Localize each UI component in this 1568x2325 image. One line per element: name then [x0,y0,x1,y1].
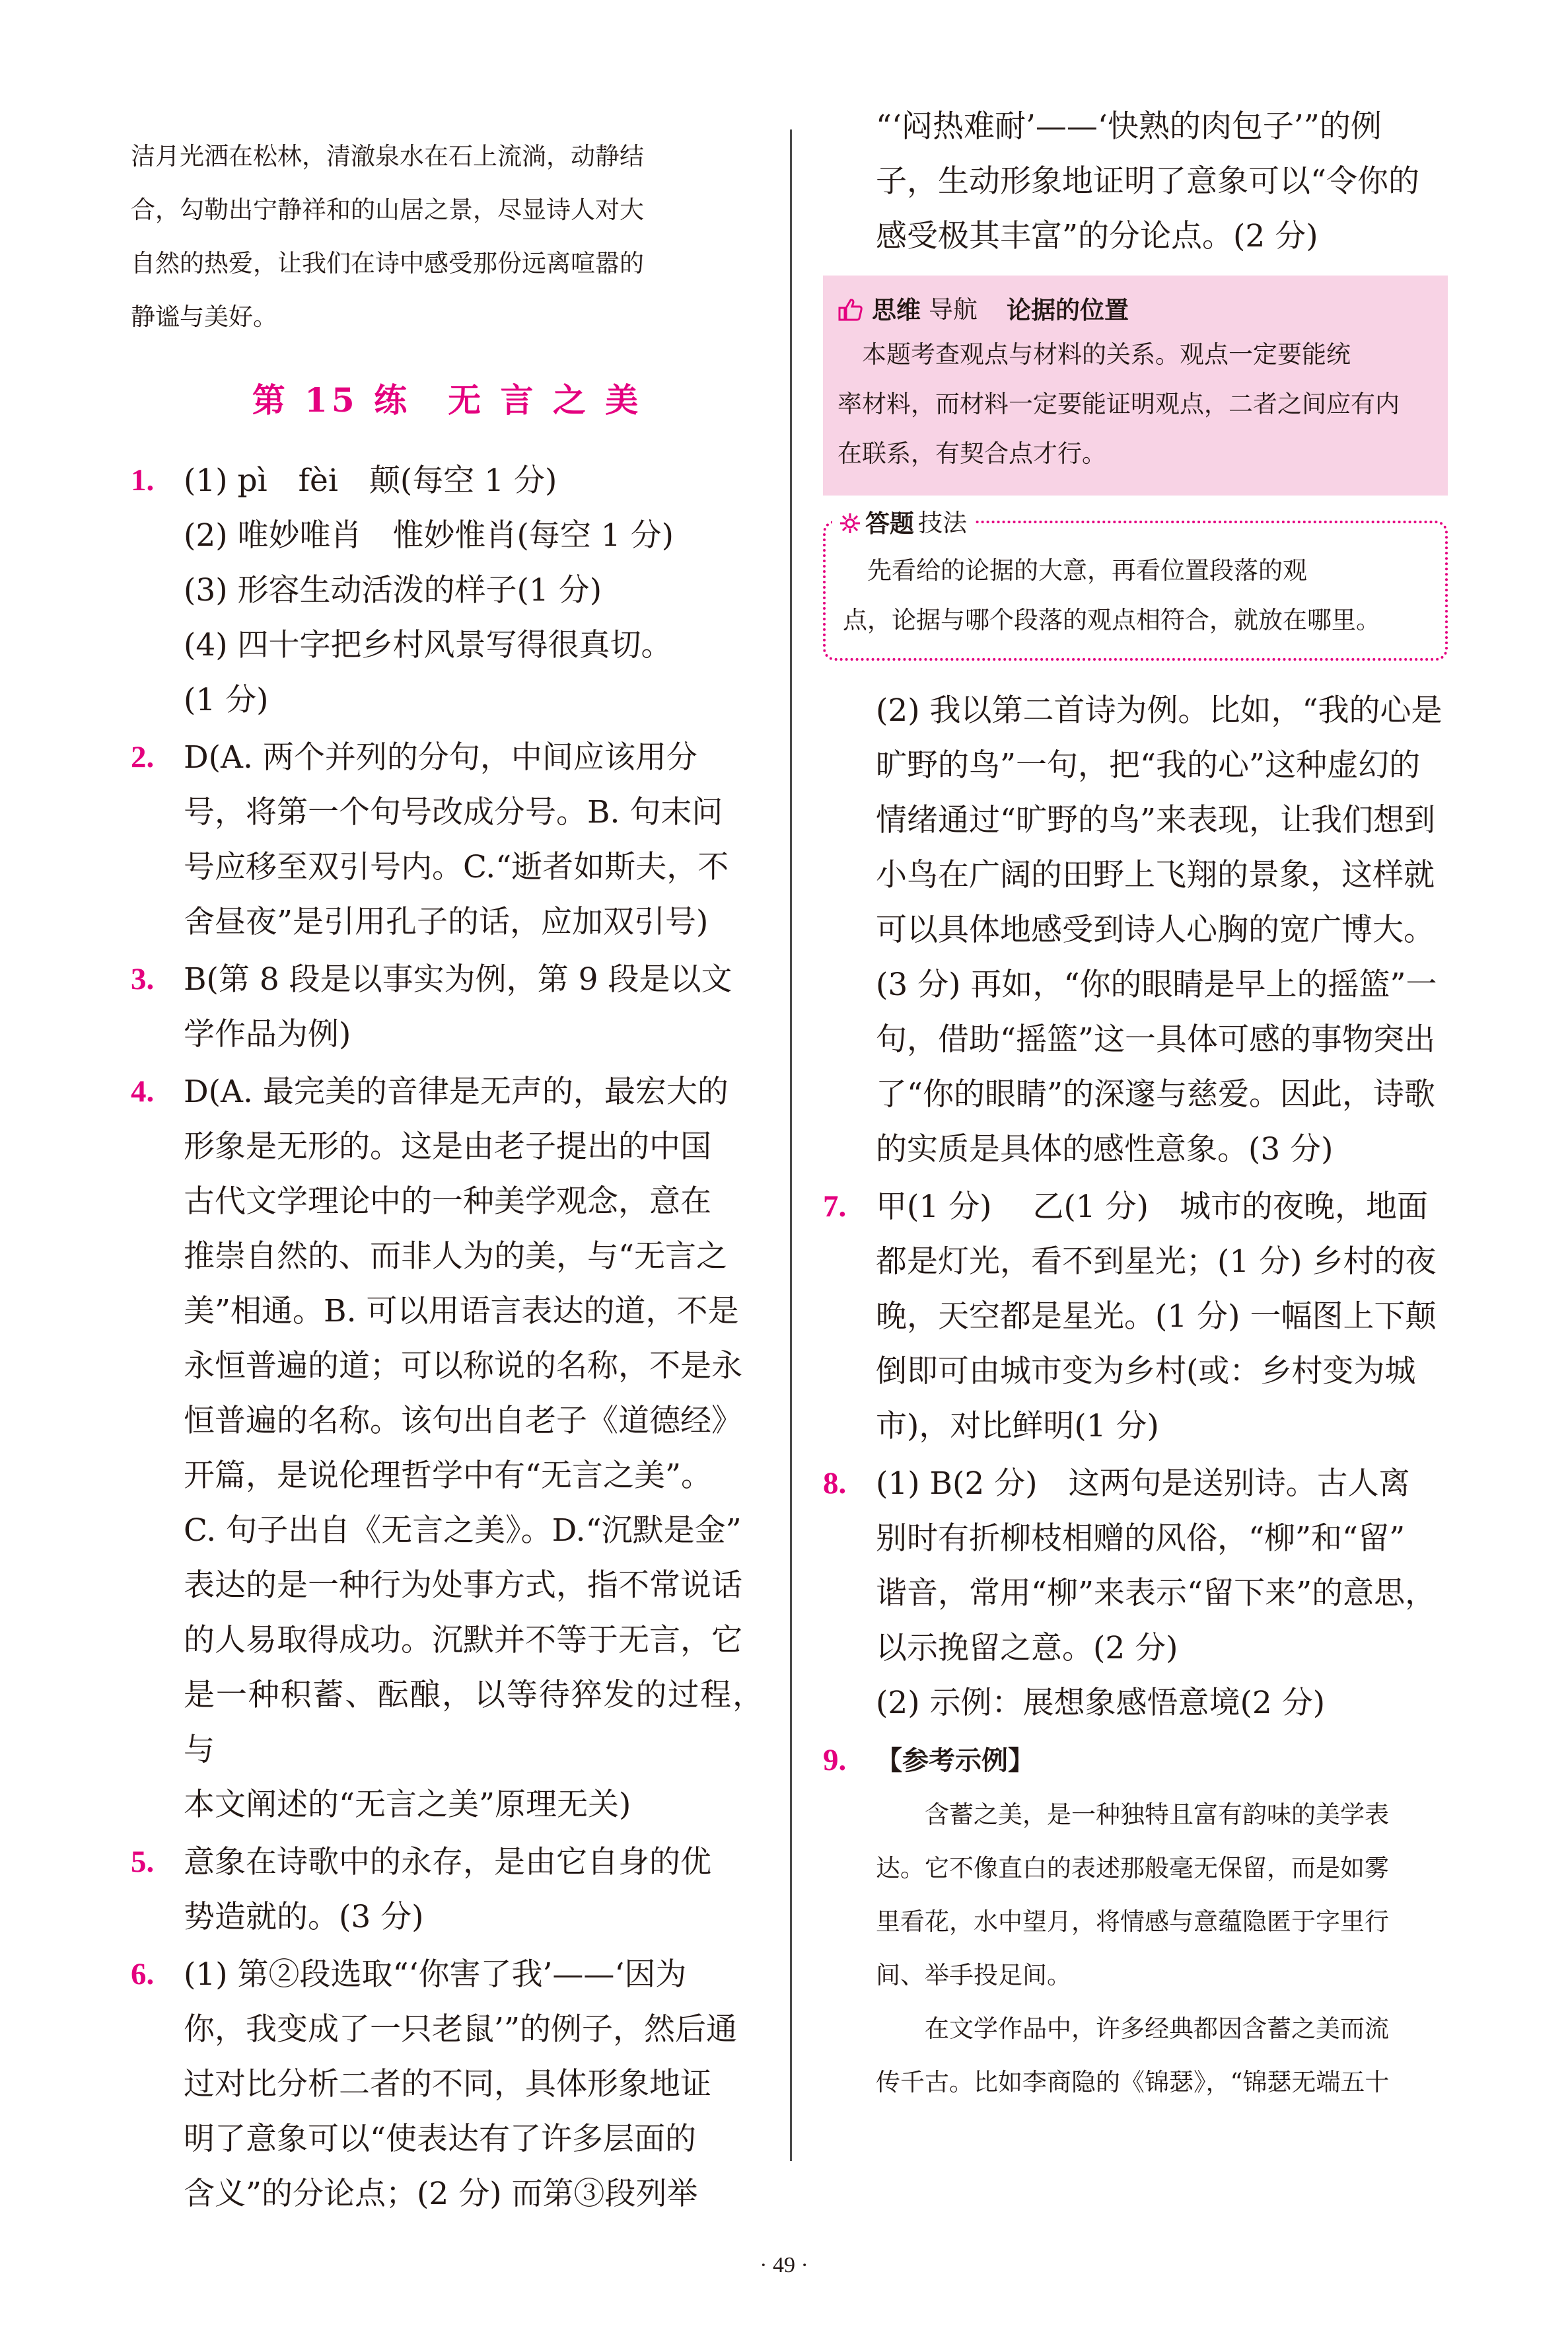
essay-line: 达。它不像直白的表述那般毫无保留，而是如雾 [876,1854,1389,1882]
answer-line: (1) 第②段选取“‘你害了我’——‘因为 [184,1956,687,1993]
answer-line: 你，我变成了一只老鼠’”的例子，然后通 [184,2011,737,2048]
question-5 [131,1835,764,1944]
answer-line: 恒普遍的名称。该句出自老子《道德经》 [184,1403,742,1439]
answer-line: 晚，天空都是星光。(1 分) 一幅图上下颠 [876,1298,1437,1335]
answer-line: D(A. 最完美的音律是无声的，最宏大的 [184,1074,729,1110]
answer-line: 是一种积蓄、酝酿，以等待猝发的过程，与 [184,1677,764,1768]
answer-line: 表达的是一种行为处事方式，指不常说话 [184,1567,742,1604]
answer-line: 小鸟在广阔的田野上飞翔的景象，这样就 [876,857,1435,893]
answer-line: D(A. 两个并列的分句，中间应该用分 [184,739,697,776]
answer-line: 倒即可由城市变为乡村(或：乡村变为城 [876,1353,1416,1389]
answer-line: 开篇，是说伦理哲学中有“无言之美”。 [184,1458,713,1494]
answer-line: 了“你的眼睛”的深邃与慈爱。因此，诗歌 [876,1076,1436,1113]
thinking-guide-label-b: 导航 [929,295,978,324]
answer-line: 号，将第一个句号改成分号。B. 句末问 [184,794,723,830]
reference-essay [876,1788,1448,2109]
question-4 [131,1064,764,1832]
question-number: 4. [131,1074,155,1109]
answer-technique-header [832,509,974,538]
thumbs-up-icon [837,297,864,323]
answer-line: 甲(1 分) 乙(1 分) 城市的夜晚，地面 [876,1189,1428,1225]
answer-line: 以示挽留之意。(2 分) [876,1630,1178,1666]
answer-line: 别时有折柳枝相赠的风俗，“柳”和“留” [876,1520,1406,1557]
box-text-line: 本题考查观点与材料的关系。观点一定要能统 [837,340,1351,369]
answer-line: 明了意象可以“使表达有了许多层面的 [184,2121,697,2157]
answer-line: 子，生动形象地证明了意象可以“令你的 [876,163,1420,200]
answer-line: 古代文学理论中的一种美学观念，意在 [184,1183,711,1220]
section-title: 第 15 练 无 言 之 美 [252,381,643,420]
answer-line: 舍昼夜”是引用孔子的话，应加双引号) [184,904,709,940]
answer-line: 谐音，常用“柳”来表示“留下来”的意思， [876,1575,1437,1611]
answer-line: 情绪通过“旷野的鸟”来表现，让我们想到 [876,802,1436,838]
answer-line: (3) 形容生动活泼的样子(1 分) [184,572,602,609]
question-number: 5. [131,1845,155,1879]
question-number: 6. [131,1957,155,1991]
flower-icon [839,512,861,535]
answer-line: 过对比分析二者的不同，具体形象地证 [184,2066,711,2102]
essay-line: 含蓄之美，是一种独特且富有韵味的美学表 [876,1800,1389,1829]
technique-label-a: 答题 [865,509,914,538]
question-number: 9. [823,1743,847,1777]
answer-line: 势造就的。(3 分) [184,1899,424,1935]
answer-line: (3 分) 再如，“你的眼睛是早上的摇篮”一 [876,967,1437,1003]
answer-line: 意象在诗歌中的永存，是由它自身的优 [184,1844,711,1880]
essay-line: 间、举手投足间。 [876,1961,1071,1989]
answer-line: 市)，对比鲜明(1 分) [876,1408,1159,1444]
essay-line: 在文学作品中，许多经典都因含蓄之美而流 [876,2014,1389,2043]
answer-line: 推崇自然的、而非人为的美，与“无言之 [184,1238,728,1274]
box-text-line: 在联系，有契合点才行。 [837,439,1106,468]
answer-line: B(第 8 段是以事实为例，第 9 段是以文 [184,961,732,998]
answer-line: (2) 唯妙唯肖 惟妙惟肖(每空 1 分) [184,517,674,554]
question-number: 3. [131,962,155,996]
question-3 [131,952,764,1062]
answer-line: C. 句子出自《无言之美》。D.“沉默是金” [184,1512,742,1549]
column-divider [790,129,792,2161]
answer-line: 本文阐述的“无言之美”原理无关) [184,1787,631,1823]
answer-line: 形象是无形的。这是由老子提出的中国 [184,1128,711,1165]
answer-line: 号应移至双引号内。C.“逝者如斯夫，不 [184,849,729,885]
question-8 [823,1456,1448,1730]
thinking-guide-box [823,276,1448,496]
reference-example-heading: 【参考示例】 [876,1745,1034,1776]
thinking-guide-topic: 论据的位置 [1007,295,1129,324]
question-6 [131,1947,764,2221]
question-1 [131,453,764,727]
thinking-guide-header [837,290,1433,330]
question-2 [131,730,764,949]
box-text-line: 先看给的论据的大意，再看位置段落的观 [843,556,1307,585]
answer-line: 的人易取得成功。沉默并不等于无言，它 [184,1622,742,1658]
right-column [823,99,1448,2109]
intro-paragraph [131,129,764,344]
question-7 [823,1179,1448,1454]
answer-line: (4) 四十字把乡村风景写得很真切。 [184,627,672,663]
question-number: 1. [131,463,155,498]
answer-line: “‘闷热难耐’——‘快熟的肉包子’”的例 [876,108,1382,145]
text-line: 合，勾勒出宁静祥和的山居之景，尽显诗人对大 [131,196,644,224]
answer-line: 学作品为例) [184,1016,351,1052]
text-line: 静谧与美好。 [131,303,277,331]
answer-line: (2) 示例：展想象感悟意境(2 分) [876,1685,1326,1721]
essay-line: 传千古。比如李商隐的《锦瑟》，“锦瑟无端五十 [876,2068,1390,2096]
text-line: 洁月光洒在松林，清澈泉水在石上流淌，动静结 [131,142,644,170]
answer-line: (1) pì fèi 颠(每空 1 分) [184,462,557,499]
page-number: · 49 · [760,2253,808,2277]
answer-line: 含义”的分论点；(2 分) 而第③段列举 [184,2176,698,2212]
thinking-guide-label-a: 思维 [872,295,921,324]
text-line: 自然的热爱，让我们在诗中感受那份远离喧嚣的 [131,249,644,277]
left-column [131,129,764,2221]
box-text-line: 率材料，而材料一定要能证明观点，二者之间应有内 [837,390,1400,418]
answer-line: 感受极其丰富”的分论点。(2 分) [876,218,1318,254]
answer-technique-box [823,509,1448,661]
answer-line: (1 分) [184,682,269,718]
question-number: 8. [823,1466,847,1500]
answer-line: 永恒普遍的道；可以称说的名称，不是永 [184,1348,742,1384]
answer-line: (2) 我以第二首诗为例。比如，“我的心是 [876,692,1443,729]
box-text-line: 点，论据与哪个段落的观点相符合，就放在哪里。 [843,606,1380,634]
question-number: 7. [823,1189,847,1224]
technique-label-b: 技法 [918,509,967,537]
question-9 [823,1733,1448,2109]
answer-line: 美”相通。B. 可以用语言表达的道，不是 [184,1293,739,1329]
answer-line: 可以具体地感受到诗人心胸的宽广博大。 [876,912,1435,948]
answer-line: 句，借助“摇篮”这一具体可感的事物突出 [876,1021,1436,1058]
answer-line: 都是灯光，看不到星光；(1 分) 乡村的夜 [876,1243,1437,1280]
answer-line: 的实质是具体的感性意象。(3 分) [876,1131,1334,1167]
essay-line: 里看花，水中望月，将情感与意蕴隐匿于字里行 [876,1907,1389,1936]
answer-line: 旷野的鸟”一句，把“我的心”这种虚幻的 [876,747,1421,784]
answer-line: (1) B(2 分) 这两句是送别诗。古人离 [876,1465,1410,1502]
question-number: 2. [131,740,155,774]
